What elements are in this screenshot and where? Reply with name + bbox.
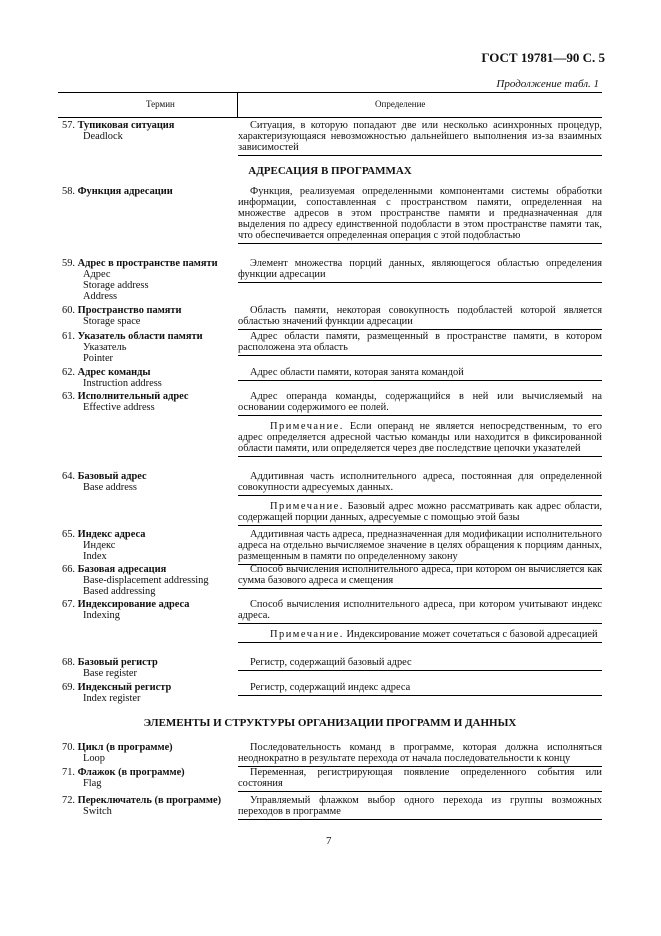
term-synonym: Адрес <box>83 268 111 280</box>
term-cell <box>58 121 238 156</box>
term-number: 68. <box>62 657 75 668</box>
table-row <box>58 306 602 330</box>
term-name: Цикл (в программе) <box>77 742 173 753</box>
table-row <box>58 121 602 156</box>
term-synonym: Address <box>83 290 118 302</box>
definition-text: Адрес области памяти, которая занята командой <box>238 368 602 381</box>
table-continuation: Продолжение табл. 1 <box>496 78 599 90</box>
definition-note <box>238 502 602 526</box>
term-synonym: Base address <box>83 481 137 493</box>
term-number: 64. <box>62 471 75 482</box>
page-number: 7 <box>326 835 332 847</box>
table-row <box>58 600 602 643</box>
table-row <box>58 332 602 365</box>
definition-text: Способ вычисления исполнительного адреса, при котором учитывают индекс адреса. <box>238 600 602 624</box>
note-text: Индексирование может сочетаться с базовой адресацией <box>346 628 598 640</box>
definition-cell <box>238 743 602 767</box>
term-synonym: Указатель <box>83 341 127 353</box>
column-definition: Определение <box>375 99 426 109</box>
term-name: Индексный регистр <box>77 682 172 693</box>
term-cell <box>58 743 238 767</box>
term-cell <box>58 530 238 565</box>
term-number: 65. <box>62 529 75 540</box>
table-row <box>58 683 602 705</box>
section-title: АДРЕСАЦИЯ В ПРОГРАММАХ <box>248 165 412 177</box>
term-name: Исполнительный адрес <box>77 391 189 402</box>
definition-text: Адрес операнда команды, содержащийся в ней или вычисляемый на основании содержимого ее полей. <box>238 392 602 416</box>
definition-note <box>238 422 602 457</box>
definition-cell <box>238 392 602 457</box>
term-name: Тупиковая ситуация <box>77 120 175 131</box>
table-row <box>58 743 602 767</box>
definition-cell <box>238 187 602 244</box>
definition-text: Адрес области памяти, размещенный в пространстве памяти, в котором расположена эта область <box>238 332 602 356</box>
note-label: Примечание. <box>270 500 344 512</box>
note-text: Если операнд не является непосредственным, то его адрес определяется адресной частью команды или находится в фиксированной области памяти, или определяется через две последствие цепочки указателей <box>238 420 602 454</box>
table-row <box>58 392 602 457</box>
term-synonym: Индекс <box>83 539 116 551</box>
table-row <box>58 187 602 244</box>
term-cell <box>58 683 238 705</box>
table-row <box>58 565 602 598</box>
term-synonym: Indexing <box>83 609 120 621</box>
definition-text: Аддитивная часть исполнительного адреса, постоянная для определенной совокупности адресуемых данных. <box>238 472 602 496</box>
term-synonym: Effective address <box>83 401 155 413</box>
term-synonym: Index register <box>83 692 141 704</box>
term-synonym: Loop <box>83 752 105 764</box>
term-name: Указатель области памяти <box>77 331 203 342</box>
term-number: 70. <box>62 742 75 753</box>
column-divider <box>237 93 238 117</box>
term-name: Функция адресации <box>77 186 173 197</box>
term-synonym: Based addressing <box>83 585 156 597</box>
definition-text: Ситуация, в которую попадают две или несколько асинхронных процедур, характеризующаяся невозможностью дальнейшего выполнения из-за взаимных зависимостей <box>238 121 602 156</box>
section-title: ЭЛЕМЕНТЫ И СТРУКТУРЫ ОРГАНИЗАЦИИ ПРОГРАММ И ДАННЫХ <box>143 717 517 729</box>
term-cell <box>58 259 238 303</box>
term-number: 63. <box>62 391 75 402</box>
term-cell <box>58 768 238 792</box>
term-cell <box>58 187 238 244</box>
definition-text: Способ вычисления исполнительного адреса, при котором он вычисляется как сумма базового адреса и смещения <box>238 565 602 589</box>
term-name: Индекс адреса <box>77 529 146 540</box>
definition-cell <box>238 530 602 565</box>
table-header <box>58 92 602 118</box>
definition-text: Аддитивная часть адреса, предназначенная для модификации исполнительного адреса на отдельно вычисляемое значение в целях обращения к порциям данных, размещенным в памяти по определенному закону <box>238 530 602 565</box>
table-row <box>58 259 602 303</box>
table-row <box>58 530 602 565</box>
term-cell <box>58 565 238 598</box>
definition-note <box>238 630 602 643</box>
definition-cell <box>238 472 602 526</box>
definition-text: Регистр, содержащий индекс адреса <box>238 683 602 696</box>
term-number: 67. <box>62 599 75 610</box>
page-header: ГОСТ 19781—90 С. 5 <box>481 50 605 65</box>
term-synonym: Storage space <box>83 315 141 327</box>
table-row <box>58 768 602 792</box>
term-synonym: Base register <box>83 667 137 679</box>
term-name: Адрес в пространстве памяти <box>77 258 218 269</box>
term-synonym: Index <box>83 550 107 562</box>
definition-cell <box>238 259 602 303</box>
definition-cell <box>238 121 602 156</box>
column-term: Термин <box>146 99 175 109</box>
terms-table <box>58 92 602 817</box>
definition-text: Регистр, содержащий базовый адрес <box>238 658 602 671</box>
term-synonym: Pointer <box>83 352 114 364</box>
definition-text: Последовательность команд в программе, которая должна исполняться неоднократно в результате перехода от начала последовательности к концу <box>238 743 602 767</box>
term-synonym: Deadlock <box>83 130 123 142</box>
term-number: 62. <box>62 367 75 378</box>
term-number: 69. <box>62 682 75 693</box>
term-cell <box>58 796 238 820</box>
definition-text: Управляемый флажком выбор одного перехода из группы возможных переходов в программе <box>238 796 602 820</box>
table-row <box>58 796 602 820</box>
table-row <box>58 472 602 526</box>
term-number: 71. <box>62 767 75 778</box>
term-cell <box>58 392 238 457</box>
term-name: Пространство памяти <box>77 305 182 316</box>
term-number: 57. <box>62 120 75 131</box>
term-number: 72. <box>62 795 75 806</box>
term-name: Базовая адресация <box>77 564 167 575</box>
term-name: Базовый адрес <box>77 471 147 482</box>
definition-cell <box>238 796 602 820</box>
term-number: 66. <box>62 564 75 575</box>
definition-text: Область памяти, некоторая совокупность подобластей которой является областью значений функции адресации <box>238 306 602 330</box>
term-synonym: Instruction address <box>83 377 162 389</box>
term-number: 61. <box>62 331 75 342</box>
definition-cell <box>238 658 602 680</box>
term-name: Базовый регистр <box>77 657 158 668</box>
term-number: 59. <box>62 258 75 269</box>
term-synonym: Base-displacement addressing <box>83 574 209 586</box>
term-name: Флажок (в программе) <box>77 767 185 778</box>
term-cell <box>58 368 238 390</box>
term-cell <box>58 306 238 330</box>
definition-text: Переменная, регистрирующая появление определенного события или состояния <box>238 768 602 792</box>
term-name: Индексирование адреса <box>77 599 190 610</box>
table-row <box>58 658 602 680</box>
definition-cell <box>238 332 602 365</box>
term-number: 60. <box>62 305 75 316</box>
term-synonym: Flag <box>83 777 102 789</box>
note-label: Примечание. <box>270 420 344 432</box>
definition-cell <box>238 565 602 598</box>
term-number: 58. <box>62 186 75 197</box>
term-name: Адрес команды <box>77 367 151 378</box>
term-line <box>62 187 238 198</box>
definition-text: Элемент множества порций данных, являющегося областью определения функции адресации <box>238 259 602 283</box>
table-row <box>58 368 602 390</box>
definition-cell <box>238 683 602 705</box>
definition-text: Функция, реализуемая определенными компонентами системы обработки информации, сопоставленная с пространством памяти, определенная на множестве адресов в этом пространстве памяти и предназначенная для выделения по адресу единственной подобласти в этом пространстве памяти так, что обеспечивается определенная операция с этой подобластью <box>238 187 602 244</box>
term-synonym: Switch <box>83 805 112 817</box>
definition-cell <box>238 368 602 390</box>
term-cell <box>58 600 238 643</box>
term-synonym: Storage address <box>83 279 149 291</box>
term-name: Переключатель (в программе) <box>77 795 222 806</box>
definition-cell <box>238 306 602 330</box>
term-cell <box>58 472 238 526</box>
definition-cell <box>238 600 602 643</box>
definition-cell <box>238 768 602 792</box>
note-text: Базовый адрес можно рассматривать как адрес области, содержащей порции данных, адресуемые с помощью этой базы <box>238 500 602 523</box>
note-label: Примечание. <box>270 628 344 640</box>
term-cell <box>58 658 238 680</box>
term-cell <box>58 332 238 365</box>
